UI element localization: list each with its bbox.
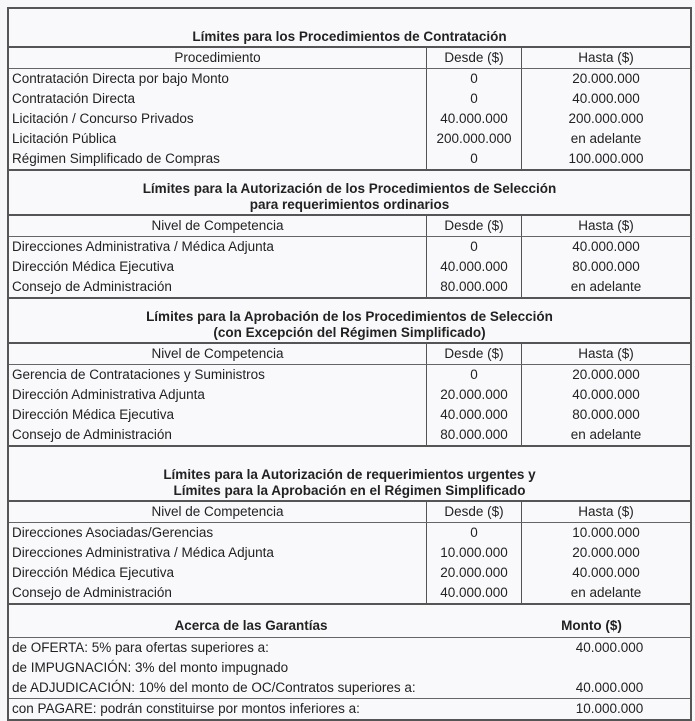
table-row xyxy=(9,563,690,583)
cell-desde: 10.000.000 xyxy=(426,543,522,563)
table-header-row xyxy=(9,502,690,523)
cell-name: Direcciones Administrativa / Médica Adjunta xyxy=(12,545,274,560)
header-desde: Desde ($) xyxy=(426,216,522,236)
cell-desde: 0 xyxy=(426,237,522,257)
section-contratacion xyxy=(9,9,690,171)
section-title-line: Límites para la Autorización de requerimientos urgentes y xyxy=(163,467,536,482)
cell-name: Dirección Administrativa Adjunta xyxy=(12,387,205,402)
cell-hasta: 40.000.000 xyxy=(572,565,640,580)
table-header-row xyxy=(9,48,690,69)
cell-desde: 20.000.000 xyxy=(426,385,522,405)
limits-document xyxy=(7,7,692,721)
table-row xyxy=(9,277,690,297)
header-nivel: Nivel de Competencia xyxy=(151,218,284,233)
cell-hasta: en adelante xyxy=(570,585,642,600)
table-row xyxy=(9,405,690,425)
section-title xyxy=(9,9,690,48)
table-row xyxy=(9,129,690,149)
section-title xyxy=(9,447,690,502)
section-subtitle-line: (con Excepción del Régimen Simplificado) xyxy=(213,325,486,340)
cell-desde: 0 xyxy=(426,523,522,543)
table-header-row xyxy=(9,344,690,365)
header-hasta: Hasta ($) xyxy=(578,504,634,519)
garantias-title: Acerca de las Garantías xyxy=(174,618,328,633)
header-hasta: Hasta ($) xyxy=(578,346,634,361)
cell-hasta: 20.000.000 xyxy=(572,545,640,560)
table-header-row xyxy=(9,216,690,237)
section-aprobacion xyxy=(9,299,690,447)
cell-name: Consejo de Administración xyxy=(12,585,172,600)
cell-name: Direcciones Asociadas/Gerencias xyxy=(12,525,214,540)
cell-desde: 0 xyxy=(426,69,522,89)
table-row xyxy=(9,237,690,257)
garantia-description: de OFERTA: 5% para ofertas superiores a: xyxy=(12,640,269,655)
garantia-monto xyxy=(529,658,690,678)
cell-name: Contratación Directa por bajo Monto xyxy=(12,71,229,86)
cell-name: Régimen Simplificado de Compras xyxy=(12,151,220,166)
garantia-row xyxy=(9,658,690,678)
cell-name: Licitación Pública xyxy=(12,131,117,146)
cell-name: Dirección Médica Ejecutiva xyxy=(12,407,175,422)
header-monto: Monto ($) xyxy=(561,618,622,633)
cell-desde: 40.000.000 xyxy=(426,405,522,425)
table-row xyxy=(9,543,690,563)
cell-hasta: en adelante xyxy=(570,279,642,294)
cell-hasta: en adelante xyxy=(570,131,642,146)
cell-hasta: 40.000.000 xyxy=(572,91,640,106)
table-row xyxy=(9,365,690,385)
section-title-line: Límites para la Autorización de los Procedimientos de Selección xyxy=(142,181,557,196)
header-desde: Desde ($) xyxy=(426,502,522,522)
header-desde: Desde ($) xyxy=(426,48,522,68)
garantia-description: de IMPUGNACIÓN: 3% del monto impugnado xyxy=(12,660,289,675)
header-nivel: Nivel de Competencia xyxy=(151,504,284,519)
cell-name: Contratación Directa xyxy=(12,91,136,106)
header-nivel: Nivel de Competencia xyxy=(151,346,284,361)
cell-name: Consejo de Administración xyxy=(12,279,172,294)
cell-name: Gerencia de Contrataciones y Suministros xyxy=(12,367,265,382)
garantia-row xyxy=(9,678,690,698)
cell-hasta: 40.000.000 xyxy=(572,387,640,402)
section-title-line: Límites para la Aprobación de los Procedimientos de Selección xyxy=(146,309,553,324)
table-row xyxy=(9,109,690,129)
cell-name: Dirección Médica Ejecutiva xyxy=(12,259,175,274)
cell-hasta: 20.000.000 xyxy=(572,367,640,382)
header-desde: Desde ($) xyxy=(426,344,522,364)
table-row xyxy=(9,89,690,109)
header-procedimiento: Procedimiento xyxy=(174,50,261,65)
garantia-row xyxy=(9,698,690,719)
cell-desde: 0 xyxy=(426,365,522,385)
cell-name: Direcciones Administrativa / Médica Adjunta xyxy=(12,239,274,254)
section-title xyxy=(9,299,690,344)
garantia-description: de ADJUDICACIÓN: 10% del monto de OC/Contratos superiores a: xyxy=(12,680,416,695)
table-row xyxy=(9,257,690,277)
cell-desde: 200.000.000 xyxy=(426,129,522,149)
cell-hasta: 80.000.000 xyxy=(572,259,640,274)
section-subtitle-line: Límites para la Aprobación en el Régimen Simplificado xyxy=(173,483,526,498)
cell-name: Licitación / Concurso Privados xyxy=(12,111,194,126)
table-row xyxy=(9,149,690,169)
cell-hasta: 80.000.000 xyxy=(572,407,640,422)
section-subtitle-line: para requerimientos ordinarios xyxy=(249,197,450,212)
cell-hasta: en adelante xyxy=(570,427,642,442)
table-row xyxy=(9,425,690,445)
section-garantias xyxy=(9,605,690,721)
cell-name: Dirección Médica Ejecutiva xyxy=(12,565,175,580)
garantia-row xyxy=(9,638,690,658)
table-row xyxy=(9,583,690,603)
cell-hasta: 200.000.000 xyxy=(568,111,644,126)
cell-hasta: 100.000.000 xyxy=(568,151,644,166)
cell-hasta: 10.000.000 xyxy=(572,525,640,540)
garantias-header-row xyxy=(9,605,690,638)
garantia-monto: 40.000.000 xyxy=(575,680,644,695)
section-urgentes-simplificado xyxy=(9,447,690,605)
cell-hasta: 40.000.000 xyxy=(572,239,640,254)
section-title xyxy=(9,171,690,216)
cell-desde: 80.000.000 xyxy=(426,425,522,445)
table-row xyxy=(9,523,690,543)
cell-name: Consejo de Administración xyxy=(12,427,172,442)
section-autorizacion-ordinarios xyxy=(9,171,690,299)
header-hasta: Hasta ($) xyxy=(578,218,634,233)
garantia-description: con PAGARE: podrán constituirse por montos inferiores a: xyxy=(12,701,360,716)
garantia-monto: 10.000.000 xyxy=(575,701,644,716)
cell-desde: 0 xyxy=(426,149,522,169)
table-row xyxy=(9,69,690,89)
header-hasta: Hasta ($) xyxy=(578,50,634,65)
cell-desde: 40.000.000 xyxy=(426,257,522,277)
cell-desde: 40.000.000 xyxy=(426,109,522,129)
section-title-line: Límites para los Procedimientos de Contratación xyxy=(192,29,507,44)
garantia-monto: 40.000.000 xyxy=(575,640,644,655)
cell-hasta: 20.000.000 xyxy=(572,71,640,86)
cell-desde: 0 xyxy=(426,89,522,109)
cell-desde: 80.000.000 xyxy=(426,277,522,297)
cell-desde: 20.000.000 xyxy=(426,563,522,583)
table-row xyxy=(9,385,690,405)
cell-desde: 40.000.000 xyxy=(426,583,522,603)
